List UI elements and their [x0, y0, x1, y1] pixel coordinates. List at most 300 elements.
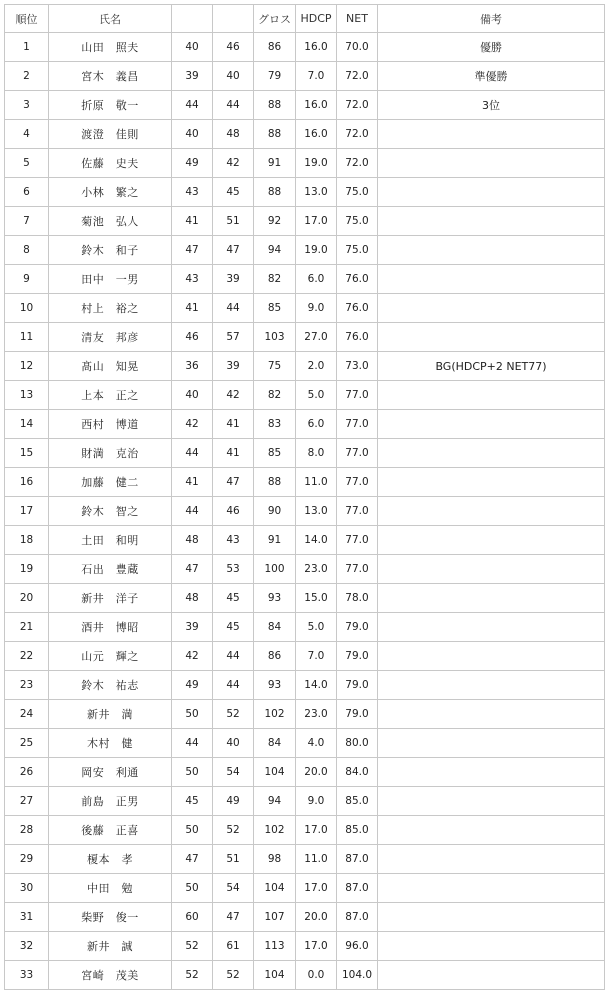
out-score-cell: 48 — [172, 526, 213, 555]
net-cell: 77.0 — [337, 439, 378, 468]
note-cell — [378, 236, 605, 265]
note-cell — [378, 555, 605, 584]
hdcp-cell: 20.0 — [296, 758, 337, 787]
net-cell: 76.0 — [337, 265, 378, 294]
rank-cell: 20 — [5, 584, 49, 613]
gross-cell: 107 — [254, 903, 296, 932]
hdcp-cell: 17.0 — [296, 816, 337, 845]
note-cell — [378, 932, 605, 961]
in-score-cell: 41 — [213, 439, 254, 468]
name-cell: 山田 照夫 — [49, 33, 172, 62]
rank-cell: 32 — [5, 932, 49, 961]
note-cell — [378, 729, 605, 758]
out-score-cell: 40 — [172, 33, 213, 62]
in-score-cell: 51 — [213, 207, 254, 236]
hdcp-cell: 5.0 — [296, 613, 337, 642]
out-score-cell: 50 — [172, 874, 213, 903]
table-row — [5, 323, 605, 352]
net-cell: 75.0 — [337, 207, 378, 236]
in-score-cell: 54 — [213, 758, 254, 787]
name-cell: 佐藤 史夫 — [49, 149, 172, 178]
rank-cell: 11 — [5, 323, 49, 352]
note-cell — [378, 845, 605, 874]
in-score-cell: 54 — [213, 874, 254, 903]
note-cell — [378, 178, 605, 207]
net-cell: 87.0 — [337, 874, 378, 903]
out-score-cell: 39 — [172, 613, 213, 642]
note-cell — [378, 294, 605, 323]
hdcp-cell: 7.0 — [296, 642, 337, 671]
gross-cell: 93 — [254, 584, 296, 613]
gross-cell: 83 — [254, 410, 296, 439]
in-score-cell: 43 — [213, 526, 254, 555]
hdcp-cell: 13.0 — [296, 178, 337, 207]
gross-cell: 91 — [254, 526, 296, 555]
out-score-cell: 36 — [172, 352, 213, 381]
gross-cell: 100 — [254, 555, 296, 584]
out-score-cell: 47 — [172, 845, 213, 874]
in-score-cell: 48 — [213, 120, 254, 149]
header-rank: 順位 — [5, 5, 49, 33]
rank-cell: 4 — [5, 120, 49, 149]
in-score-cell: 39 — [213, 265, 254, 294]
out-score-cell: 44 — [172, 439, 213, 468]
out-score-cell: 40 — [172, 381, 213, 410]
name-cell: 鈴木 智之 — [49, 497, 172, 526]
out-score-cell: 49 — [172, 149, 213, 178]
hdcp-cell: 0.0 — [296, 961, 337, 990]
in-score-cell: 44 — [213, 642, 254, 671]
out-score-cell: 42 — [172, 642, 213, 671]
out-score-cell: 40 — [172, 120, 213, 149]
header-hdcp: HDCP — [296, 5, 337, 33]
rank-cell: 9 — [5, 265, 49, 294]
in-score-cell: 41 — [213, 410, 254, 439]
rank-cell: 30 — [5, 874, 49, 903]
rank-cell: 5 — [5, 149, 49, 178]
header-net: NET — [337, 5, 378, 33]
in-score-cell: 47 — [213, 468, 254, 497]
table-row — [5, 874, 605, 903]
header-note: 備考 — [378, 5, 605, 33]
name-cell: 小林 繁之 — [49, 178, 172, 207]
net-cell: 76.0 — [337, 294, 378, 323]
name-cell: 新井 洋子 — [49, 584, 172, 613]
out-score-cell: 43 — [172, 265, 213, 294]
in-score-cell: 45 — [213, 584, 254, 613]
gross-cell: 85 — [254, 439, 296, 468]
net-cell: 85.0 — [337, 816, 378, 845]
gross-cell: 84 — [254, 729, 296, 758]
gross-cell: 79 — [254, 62, 296, 91]
net-cell: 73.0 — [337, 352, 378, 381]
table-row — [5, 932, 605, 961]
rank-cell: 33 — [5, 961, 49, 990]
hdcp-cell: 15.0 — [296, 584, 337, 613]
rank-cell: 21 — [5, 613, 49, 642]
hdcp-cell: 19.0 — [296, 149, 337, 178]
table-row — [5, 381, 605, 410]
net-cell: 104.0 — [337, 961, 378, 990]
gross-cell: 84 — [254, 613, 296, 642]
net-cell: 84.0 — [337, 758, 378, 787]
hdcp-cell: 5.0 — [296, 381, 337, 410]
note-cell — [378, 642, 605, 671]
table-row — [5, 729, 605, 758]
hdcp-cell: 11.0 — [296, 468, 337, 497]
name-cell: 石出 豊蔵 — [49, 555, 172, 584]
out-score-cell: 48 — [172, 584, 213, 613]
name-cell: 加藤 健二 — [49, 468, 172, 497]
table-row — [5, 149, 605, 178]
in-score-cell: 45 — [213, 613, 254, 642]
hdcp-cell: 6.0 — [296, 265, 337, 294]
gross-cell: 85 — [254, 294, 296, 323]
net-cell: 80.0 — [337, 729, 378, 758]
out-score-cell: 60 — [172, 903, 213, 932]
net-cell: 70.0 — [337, 33, 378, 62]
out-score-cell: 47 — [172, 236, 213, 265]
gross-cell: 88 — [254, 120, 296, 149]
table-row — [5, 845, 605, 874]
name-cell: 新井 満 — [49, 700, 172, 729]
rank-cell: 14 — [5, 410, 49, 439]
table-row — [5, 352, 605, 381]
in-score-cell: 40 — [213, 62, 254, 91]
name-cell: 後藤 正喜 — [49, 816, 172, 845]
header-name: 氏名 — [49, 5, 172, 33]
note-cell — [378, 468, 605, 497]
rank-cell: 16 — [5, 468, 49, 497]
name-cell: 酒井 博昭 — [49, 613, 172, 642]
table-row — [5, 294, 605, 323]
hdcp-cell: 27.0 — [296, 323, 337, 352]
net-cell: 72.0 — [337, 149, 378, 178]
note-cell — [378, 497, 605, 526]
out-score-cell: 41 — [172, 294, 213, 323]
name-cell: 財満 克治 — [49, 439, 172, 468]
table-row — [5, 642, 605, 671]
name-cell: 髙山 知晃 — [49, 352, 172, 381]
name-cell: 菊池 弘人 — [49, 207, 172, 236]
table-row — [5, 816, 605, 845]
gross-cell: 113 — [254, 932, 296, 961]
hdcp-cell: 20.0 — [296, 903, 337, 932]
table-row — [5, 903, 605, 932]
table-body — [5, 33, 605, 990]
gross-cell: 75 — [254, 352, 296, 381]
gross-cell: 92 — [254, 207, 296, 236]
note-cell — [378, 439, 605, 468]
hdcp-cell: 14.0 — [296, 526, 337, 555]
rank-cell: 24 — [5, 700, 49, 729]
name-cell: 鈴木 祐志 — [49, 671, 172, 700]
rank-cell: 17 — [5, 497, 49, 526]
name-cell: 折原 敬一 — [49, 91, 172, 120]
results-table — [4, 4, 605, 990]
rank-cell: 26 — [5, 758, 49, 787]
note-cell — [378, 903, 605, 932]
table-row — [5, 700, 605, 729]
in-score-cell: 47 — [213, 903, 254, 932]
rank-cell: 13 — [5, 381, 49, 410]
gross-cell: 86 — [254, 33, 296, 62]
note-cell — [378, 265, 605, 294]
note-cell — [378, 149, 605, 178]
in-score-cell: 46 — [213, 497, 254, 526]
rank-cell: 10 — [5, 294, 49, 323]
hdcp-cell: 9.0 — [296, 787, 337, 816]
note-cell — [378, 816, 605, 845]
table-row — [5, 410, 605, 439]
hdcp-cell: 16.0 — [296, 120, 337, 149]
table-row — [5, 671, 605, 700]
hdcp-cell: 14.0 — [296, 671, 337, 700]
note-cell — [378, 323, 605, 352]
table-row — [5, 758, 605, 787]
in-score-cell: 51 — [213, 845, 254, 874]
gross-cell: 88 — [254, 468, 296, 497]
table-row — [5, 584, 605, 613]
name-cell: 鈴木 和子 — [49, 236, 172, 265]
rank-cell: 28 — [5, 816, 49, 845]
header-out — [172, 5, 213, 33]
table-row — [5, 33, 605, 62]
net-cell: 75.0 — [337, 178, 378, 207]
hdcp-cell: 16.0 — [296, 33, 337, 62]
table-row — [5, 207, 605, 236]
in-score-cell: 53 — [213, 555, 254, 584]
net-cell: 72.0 — [337, 91, 378, 120]
gross-cell: 94 — [254, 787, 296, 816]
note-cell — [378, 381, 605, 410]
note-cell — [378, 207, 605, 236]
rank-cell: 31 — [5, 903, 49, 932]
net-cell: 77.0 — [337, 526, 378, 555]
in-score-cell: 46 — [213, 33, 254, 62]
table-row — [5, 120, 605, 149]
table-row — [5, 439, 605, 468]
header-row — [5, 5, 605, 33]
hdcp-cell: 11.0 — [296, 845, 337, 874]
name-cell: 土田 和明 — [49, 526, 172, 555]
name-cell: 西村 博道 — [49, 410, 172, 439]
hdcp-cell: 16.0 — [296, 91, 337, 120]
rank-cell: 3 — [5, 91, 49, 120]
rank-cell: 8 — [5, 236, 49, 265]
net-cell: 77.0 — [337, 555, 378, 584]
out-score-cell: 41 — [172, 468, 213, 497]
gross-cell: 104 — [254, 874, 296, 903]
note-cell — [378, 671, 605, 700]
gross-cell: 102 — [254, 816, 296, 845]
net-cell: 87.0 — [337, 845, 378, 874]
name-cell: 榎本 孝 — [49, 845, 172, 874]
name-cell: 宮木 義昌 — [49, 62, 172, 91]
hdcp-cell: 23.0 — [296, 700, 337, 729]
out-score-cell: 52 — [172, 932, 213, 961]
name-cell: 村上 裕之 — [49, 294, 172, 323]
out-score-cell: 50 — [172, 758, 213, 787]
note-cell: BG(HDCP+2 NET77) — [378, 352, 605, 381]
hdcp-cell: 19.0 — [296, 236, 337, 265]
rank-cell: 18 — [5, 526, 49, 555]
note-cell — [378, 961, 605, 990]
gross-cell: 104 — [254, 961, 296, 990]
in-score-cell: 52 — [213, 816, 254, 845]
rank-cell: 2 — [5, 62, 49, 91]
hdcp-cell: 4.0 — [296, 729, 337, 758]
gross-cell: 104 — [254, 758, 296, 787]
net-cell: 85.0 — [337, 787, 378, 816]
rank-cell: 23 — [5, 671, 49, 700]
net-cell: 76.0 — [337, 323, 378, 352]
name-cell: 渡澄 佳則 — [49, 120, 172, 149]
table-row — [5, 526, 605, 555]
note-cell — [378, 120, 605, 149]
name-cell: 清友 邦彦 — [49, 323, 172, 352]
net-cell: 79.0 — [337, 671, 378, 700]
net-cell: 77.0 — [337, 410, 378, 439]
out-score-cell: 47 — [172, 555, 213, 584]
table-row — [5, 91, 605, 120]
net-cell: 77.0 — [337, 497, 378, 526]
out-score-cell: 49 — [172, 671, 213, 700]
hdcp-cell: 17.0 — [296, 874, 337, 903]
in-score-cell: 44 — [213, 671, 254, 700]
hdcp-cell: 13.0 — [296, 497, 337, 526]
in-score-cell: 57 — [213, 323, 254, 352]
hdcp-cell: 23.0 — [296, 555, 337, 584]
net-cell: 72.0 — [337, 62, 378, 91]
table-row — [5, 265, 605, 294]
hdcp-cell: 17.0 — [296, 207, 337, 236]
gross-cell: 98 — [254, 845, 296, 874]
rank-cell: 19 — [5, 555, 49, 584]
rank-cell: 1 — [5, 33, 49, 62]
table-header — [5, 5, 605, 33]
net-cell: 79.0 — [337, 613, 378, 642]
gross-cell: 94 — [254, 236, 296, 265]
note-cell — [378, 787, 605, 816]
net-cell: 96.0 — [337, 932, 378, 961]
gross-cell: 88 — [254, 91, 296, 120]
out-score-cell: 45 — [172, 787, 213, 816]
hdcp-cell: 9.0 — [296, 294, 337, 323]
out-score-cell: 42 — [172, 410, 213, 439]
in-score-cell: 52 — [213, 700, 254, 729]
hdcp-cell: 2.0 — [296, 352, 337, 381]
net-cell: 79.0 — [337, 642, 378, 671]
note-cell — [378, 410, 605, 439]
rank-cell: 12 — [5, 352, 49, 381]
table-row — [5, 555, 605, 584]
header-in — [213, 5, 254, 33]
note-cell — [378, 613, 605, 642]
gross-cell: 93 — [254, 671, 296, 700]
net-cell: 77.0 — [337, 468, 378, 497]
out-score-cell: 39 — [172, 62, 213, 91]
name-cell: 新井 誠 — [49, 932, 172, 961]
out-score-cell: 46 — [172, 323, 213, 352]
in-score-cell: 42 — [213, 149, 254, 178]
name-cell: 中田 勉 — [49, 874, 172, 903]
in-score-cell: 61 — [213, 932, 254, 961]
in-score-cell: 45 — [213, 178, 254, 207]
rank-cell: 27 — [5, 787, 49, 816]
name-cell: 田中 一男 — [49, 265, 172, 294]
hdcp-cell: 6.0 — [296, 410, 337, 439]
name-cell: 上本 正之 — [49, 381, 172, 410]
gross-cell: 82 — [254, 381, 296, 410]
in-score-cell: 49 — [213, 787, 254, 816]
hdcp-cell: 17.0 — [296, 932, 337, 961]
gross-cell: 91 — [254, 149, 296, 178]
note-cell — [378, 874, 605, 903]
net-cell: 87.0 — [337, 903, 378, 932]
net-cell: 75.0 — [337, 236, 378, 265]
in-score-cell: 44 — [213, 91, 254, 120]
rank-cell: 15 — [5, 439, 49, 468]
rank-cell: 6 — [5, 178, 49, 207]
note-cell — [378, 758, 605, 787]
out-score-cell: 52 — [172, 961, 213, 990]
note-cell — [378, 526, 605, 555]
header-gross: グロス — [254, 5, 296, 33]
out-score-cell: 44 — [172, 91, 213, 120]
out-score-cell: 43 — [172, 178, 213, 207]
net-cell: 77.0 — [337, 381, 378, 410]
name-cell: 山元 輝之 — [49, 642, 172, 671]
name-cell: 前島 正男 — [49, 787, 172, 816]
out-score-cell: 50 — [172, 816, 213, 845]
name-cell: 宮崎 茂美 — [49, 961, 172, 990]
rank-cell: 7 — [5, 207, 49, 236]
in-score-cell: 39 — [213, 352, 254, 381]
note-cell: 準優勝 — [378, 62, 605, 91]
gross-cell: 103 — [254, 323, 296, 352]
hdcp-cell: 8.0 — [296, 439, 337, 468]
out-score-cell: 44 — [172, 729, 213, 758]
hdcp-cell: 7.0 — [296, 62, 337, 91]
gross-cell: 90 — [254, 497, 296, 526]
out-score-cell: 41 — [172, 207, 213, 236]
note-cell — [378, 584, 605, 613]
name-cell: 木村 健 — [49, 729, 172, 758]
net-cell: 78.0 — [337, 584, 378, 613]
in-score-cell: 52 — [213, 961, 254, 990]
table-row — [5, 787, 605, 816]
table-row — [5, 961, 605, 990]
rank-cell: 29 — [5, 845, 49, 874]
table-row — [5, 236, 605, 265]
note-cell — [378, 700, 605, 729]
rank-cell: 25 — [5, 729, 49, 758]
table-row — [5, 613, 605, 642]
in-score-cell: 40 — [213, 729, 254, 758]
in-score-cell: 42 — [213, 381, 254, 410]
table-row — [5, 62, 605, 91]
net-cell: 72.0 — [337, 120, 378, 149]
note-cell: 優勝 — [378, 33, 605, 62]
gross-cell: 82 — [254, 265, 296, 294]
out-score-cell: 50 — [172, 700, 213, 729]
note-cell: 3位 — [378, 91, 605, 120]
out-score-cell: 44 — [172, 497, 213, 526]
table-row — [5, 178, 605, 207]
rank-cell: 22 — [5, 642, 49, 671]
name-cell: 岡安 利通 — [49, 758, 172, 787]
